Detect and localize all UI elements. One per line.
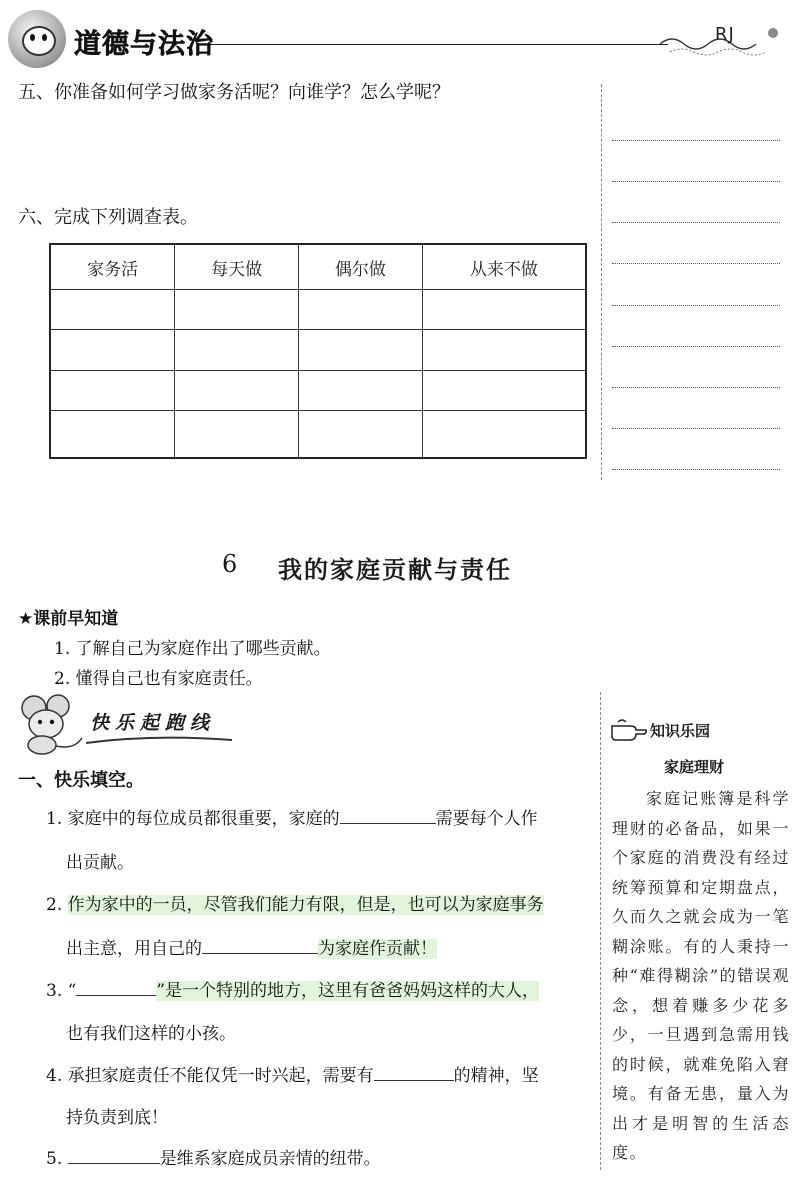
- table-row: [50, 411, 586, 458]
- answer-line[interactable]: [612, 305, 780, 306]
- question-text-continued: 也有我们这样的小孩。: [66, 1024, 236, 1044]
- mascot-eye-left: [30, 34, 35, 41]
- fill-question-4: [46, 1061, 539, 1086]
- table-cell[interactable]: [299, 330, 423, 370]
- edition-label: RJ: [715, 24, 735, 45]
- question-text: 为家庭作贡献！: [318, 939, 437, 959]
- table-cell[interactable]: [175, 411, 299, 458]
- answer-line[interactable]: [612, 181, 780, 182]
- table-row: [50, 330, 586, 370]
- answer-line[interactable]: [612, 263, 780, 264]
- question-number: 1.: [46, 809, 63, 829]
- question-text: 需要每个人作: [435, 809, 538, 829]
- table-cell[interactable]: [422, 290, 586, 330]
- column-header: 家务活: [50, 244, 175, 290]
- question-text-continued: 出贡献。: [66, 853, 134, 873]
- table-cell[interactable]: [175, 330, 299, 370]
- table-cell[interactable]: [50, 411, 175, 458]
- answer-line[interactable]: [612, 346, 780, 347]
- header-tail-dot: [768, 28, 778, 38]
- knowledge-body: 家庭记账簿是科学理财的必备品，如果一个家庭的消费没有经过统筹预算和定期盘点，久而久之就会成为一笔糊涂账。有的人秉持一种“难得糊涂”的错误观念，想着赚多少花多少，一旦遇到急需用钱的时候，就难免陷入窘境。有备无患，量入为出才是明智的生活态度。: [612, 789, 790, 1162]
- question-text: 的精神，坚: [453, 1066, 539, 1086]
- table-cell[interactable]: [175, 290, 299, 330]
- section-one-title: 一、快乐填空。: [18, 770, 144, 791]
- question-text: 作为家中的一员，尽管我们能力有限，但是，也可以为家庭事务: [67, 895, 544, 915]
- question-text: “: [67, 981, 77, 1001]
- question-number: 3.: [46, 981, 63, 1001]
- fill-question-3: [46, 976, 539, 1001]
- knowledge-title: 知识乐园: [650, 722, 711, 740]
- table-cell[interactable]: [175, 370, 299, 410]
- question-six: 六、完成下列调查表。: [18, 207, 198, 228]
- mascot-face: [22, 26, 56, 56]
- table-row: [50, 370, 586, 410]
- lesson-number: 6: [222, 550, 238, 578]
- table-cell[interactable]: [50, 330, 175, 370]
- banner-underline-ornament: [84, 734, 234, 748]
- answer-line[interactable]: [612, 222, 780, 223]
- fill-question-2: [46, 890, 544, 915]
- answer-blank[interactable]: [374, 1066, 454, 1081]
- question-text: 是维系家庭成员亲情的纽带。: [159, 1149, 381, 1169]
- table-cell[interactable]: [299, 370, 423, 410]
- preview-item: 2. 懂得自己也有家庭责任。: [54, 669, 263, 689]
- answer-line[interactable]: [612, 469, 780, 470]
- fill-question-1: [46, 804, 538, 829]
- pointing-hand-icon: [610, 716, 648, 744]
- question-text: 出主意，用自己的: [66, 939, 202, 959]
- table-cell[interactable]: [422, 370, 586, 410]
- survey-table: [49, 243, 587, 459]
- question-text: 家庭中的每位成员都很重要，家庭的: [67, 809, 340, 829]
- question-number: 4.: [46, 1066, 63, 1086]
- table-row: [50, 290, 586, 330]
- answer-line[interactable]: [612, 428, 780, 429]
- mascot-eye-right: [42, 34, 47, 41]
- answer-blank[interactable]: [202, 939, 318, 954]
- answer-blank[interactable]: [68, 1149, 160, 1164]
- answer-blank[interactable]: [76, 981, 156, 996]
- table-cell[interactable]: [422, 411, 586, 458]
- question-five: 五、你准备如何学习做家务活呢？向谁学？怎么学呢？: [18, 82, 450, 103]
- table-cell[interactable]: [50, 290, 175, 330]
- right-column-divider: [601, 84, 602, 480]
- question-text: 承担家庭责任不能仅凭一时兴起，需要有: [67, 1066, 374, 1086]
- preview-title: ★课前早知道: [18, 609, 119, 629]
- sidebar-divider: [600, 692, 601, 1170]
- column-header: 每天做: [175, 244, 299, 290]
- question-text: ”是一个特别的地方，这里有爸爸妈妈这样的大人，: [156, 981, 540, 1001]
- question-text-continued: 持负责到底！: [66, 1108, 168, 1128]
- column-header: 从来不做: [422, 244, 586, 290]
- knowledge-subtitle: 家庭理财: [664, 758, 725, 776]
- preview-item: 1. 了解自己为家庭作出了哪些贡献。: [54, 639, 331, 659]
- answer-line[interactable]: [612, 387, 780, 388]
- question-number: 2.: [46, 895, 63, 915]
- table-cell[interactable]: [299, 411, 423, 458]
- column-header: 偶尔做: [299, 244, 423, 290]
- table-cell[interactable]: [50, 370, 175, 410]
- table-cell[interactable]: [422, 330, 586, 370]
- lesson-title: 我的家庭贡献与责任: [278, 556, 512, 584]
- header-rule: [210, 44, 668, 45]
- fill-question-2-cont: [66, 934, 437, 959]
- fill-question-5: [46, 1144, 381, 1169]
- mouse-mascot-icon: [12, 690, 92, 756]
- answer-line[interactable]: [612, 140, 780, 141]
- banner-title: 快乐起跑线: [90, 712, 216, 734]
- subject-brand: 道德与法治: [74, 29, 214, 60]
- answer-blank[interactable]: [340, 809, 436, 824]
- table-cell[interactable]: [299, 290, 423, 330]
- question-number: 5.: [46, 1149, 63, 1169]
